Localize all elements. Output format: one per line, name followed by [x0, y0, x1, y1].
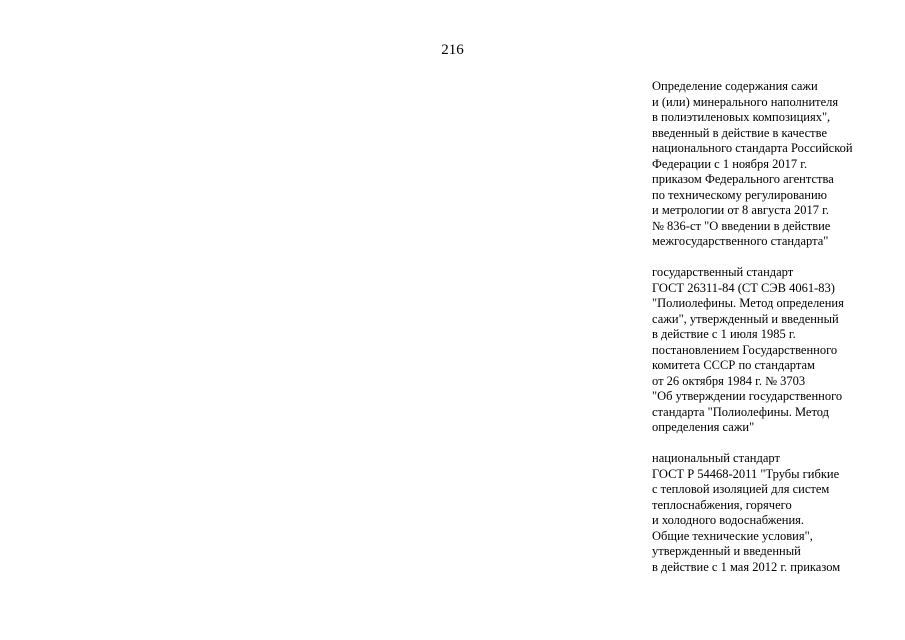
- text-line: межгосударственного стандарта": [652, 234, 829, 248]
- text-line: ГОСТ Р 54468-2011 "Трубы гибкие: [652, 466, 840, 481]
- text-line: Федерации с 1 ноября 2017 г.: [652, 156, 808, 171]
- text-line: национальный стандарт: [652, 451, 780, 465]
- text-block-1: [652, 79, 902, 250]
- text-line: "Об утверждении государственного: [652, 389, 843, 403]
- text-line: и метрологии от 8 августа 2017 г.: [652, 203, 830, 217]
- text-line: и (или) минерального наполнителя: [652, 94, 839, 109]
- text-block-3: [652, 451, 902, 575]
- text-line: в действие с 1 мая 2012 г. приказом: [652, 559, 841, 574]
- text-line: от 26 октября 1984 г. № 3703: [652, 373, 806, 388]
- text-line: "Полиолефины. Метод определения: [652, 296, 844, 310]
- text-line: теплоснабжения, горячего: [652, 497, 792, 512]
- text-line: Общие технические условия",: [652, 528, 813, 543]
- text-line: с тепловой изоляцией для систем: [652, 482, 830, 496]
- page-number: 216: [441, 42, 464, 58]
- text-line: государственный стандарт: [652, 265, 794, 279]
- text-line: комитета СССР по стандартам: [652, 358, 815, 372]
- text-line: по техническому регулированию: [652, 187, 828, 202]
- text-line: утвержденный и введенный: [652, 544, 801, 558]
- text-line: в полиэтиленовых композициях",: [652, 110, 831, 124]
- text-line: и холодного водоснабжения.: [652, 513, 805, 527]
- text-block-2: [652, 265, 902, 436]
- text-line: стандарта "Полиолефины. Метод: [652, 404, 830, 419]
- text-line: приказом Федерального агентства: [652, 172, 834, 186]
- text-line: национального стандарта Российской: [652, 141, 853, 155]
- text-line: в действие с 1 июля 1985 г.: [652, 327, 796, 341]
- text-line: Определение содержания сажи: [652, 79, 818, 93]
- text-line: введенный в действие в качестве: [652, 125, 828, 140]
- text-line: постановлением Государственного: [652, 342, 838, 357]
- text-line: сажи", утвержденный и введенный: [652, 311, 839, 326]
- text-line: определения сажи": [652, 420, 755, 434]
- text-line: ГОСТ 26311-84 (СТ СЭВ 4061-83): [652, 280, 835, 295]
- text-line: № 836-ст "О введении в действие: [652, 218, 831, 233]
- text-column: [652, 79, 902, 591]
